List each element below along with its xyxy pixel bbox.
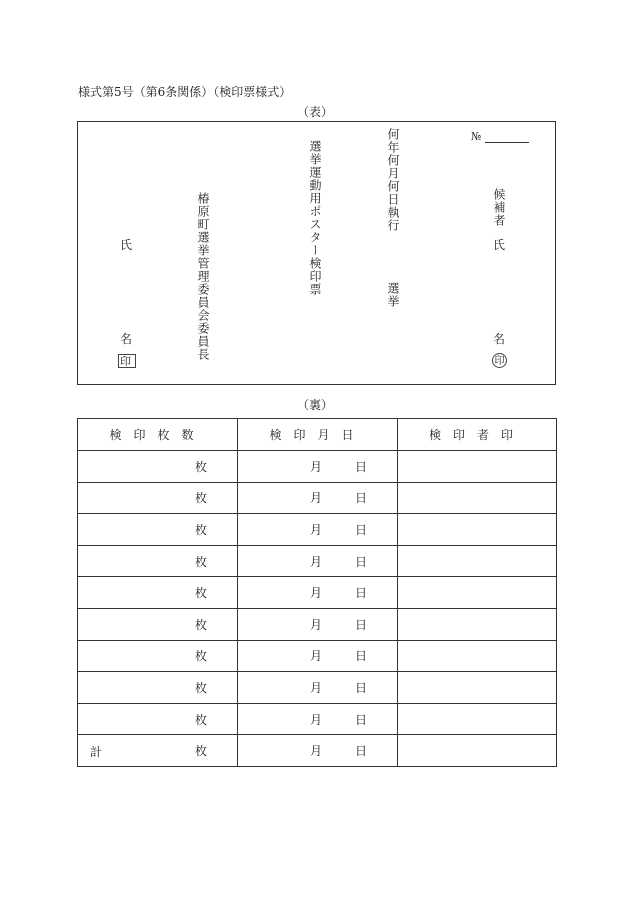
day-unit: 日 [354, 649, 367, 664]
table-row [78, 577, 557, 609]
right-name-top: 氏 [493, 238, 506, 252]
day-unit: 日 [354, 712, 367, 727]
table-row [78, 545, 557, 577]
back-caption: （裏） [296, 398, 333, 412]
table-row [78, 703, 557, 735]
day-unit: 日 [354, 586, 367, 601]
sheets-unit: 枚 [194, 491, 207, 506]
month-unit: 月 [310, 744, 323, 759]
table-row [78, 640, 557, 672]
left-name-bottom: 名 [120, 332, 133, 346]
table-row [78, 451, 557, 483]
table-row [78, 672, 557, 704]
header-date: 検印月日 [238, 419, 398, 451]
inspector-seal-cell [398, 451, 557, 483]
inspector-seal-cell [398, 672, 557, 704]
inspector-seal-cell [398, 735, 557, 767]
table-row [78, 482, 557, 514]
sheets-unit: 枚 [194, 649, 207, 664]
left-name-top: 氏 [120, 238, 133, 252]
day-unit: 日 [354, 522, 367, 537]
total-label: 計 [90, 745, 103, 760]
day-unit: 日 [354, 554, 367, 569]
election-date: 何年何月何日執行 [386, 128, 400, 232]
month-unit: 月 [310, 459, 323, 474]
inspector-seal-cell [398, 640, 557, 672]
month-unit: 月 [310, 522, 323, 537]
sheets-unit: 枚 [194, 617, 207, 632]
left-stamp-box: 印 [118, 354, 136, 368]
sheets-unit: 枚 [194, 744, 207, 759]
chairman-title: 椿原町選挙管理委員会委員長 [196, 192, 210, 361]
form-heading: 様式第5号（第6条関係）（検印票様式） [78, 85, 292, 99]
header-inspector: 検印者印 [398, 419, 557, 451]
month-unit: 月 [310, 617, 323, 632]
form-title: 選挙運動用ポスター検印票 [308, 140, 322, 296]
sheets-unit: 枚 [194, 680, 207, 695]
inspector-seal-cell [398, 703, 557, 735]
candidate-label: 候補者 [492, 188, 506, 227]
month-unit: 月 [310, 491, 323, 506]
header-count: 検印枚数 [78, 419, 238, 451]
inspector-seal-cell [398, 514, 557, 546]
sheets-unit: 枚 [194, 522, 207, 537]
election-label: 選挙 [386, 282, 400, 308]
number-label: № [471, 130, 482, 143]
day-unit: 日 [354, 491, 367, 506]
front-side-box [77, 121, 556, 385]
inspector-seal-cell [398, 545, 557, 577]
inspector-seal-cell [398, 577, 557, 609]
month-unit: 月 [310, 712, 323, 727]
month-unit: 月 [310, 680, 323, 695]
day-unit: 日 [354, 459, 367, 474]
table-row [78, 514, 557, 546]
sheets-unit: 枚 [194, 712, 207, 727]
sheets-unit: 枚 [194, 459, 207, 474]
day-unit: 日 [354, 680, 367, 695]
month-unit: 月 [310, 586, 323, 601]
right-name-bottom: 名 [493, 332, 506, 346]
number-underline [485, 142, 529, 143]
inspector-seal-cell [398, 482, 557, 514]
sheets-unit: 枚 [194, 586, 207, 601]
month-unit: 月 [310, 649, 323, 664]
day-unit: 日 [354, 617, 367, 632]
table-row-total [78, 735, 557, 767]
inspector-seal-cell [398, 608, 557, 640]
day-unit: 日 [354, 744, 367, 759]
table-row [78, 608, 557, 640]
month-unit: 月 [310, 554, 323, 569]
sheets-unit: 枚 [194, 554, 207, 569]
right-stamp-circle: 印 [492, 353, 507, 368]
front-caption: （表） [296, 105, 333, 119]
inspection-table [77, 418, 557, 767]
table-header-row [78, 419, 557, 451]
